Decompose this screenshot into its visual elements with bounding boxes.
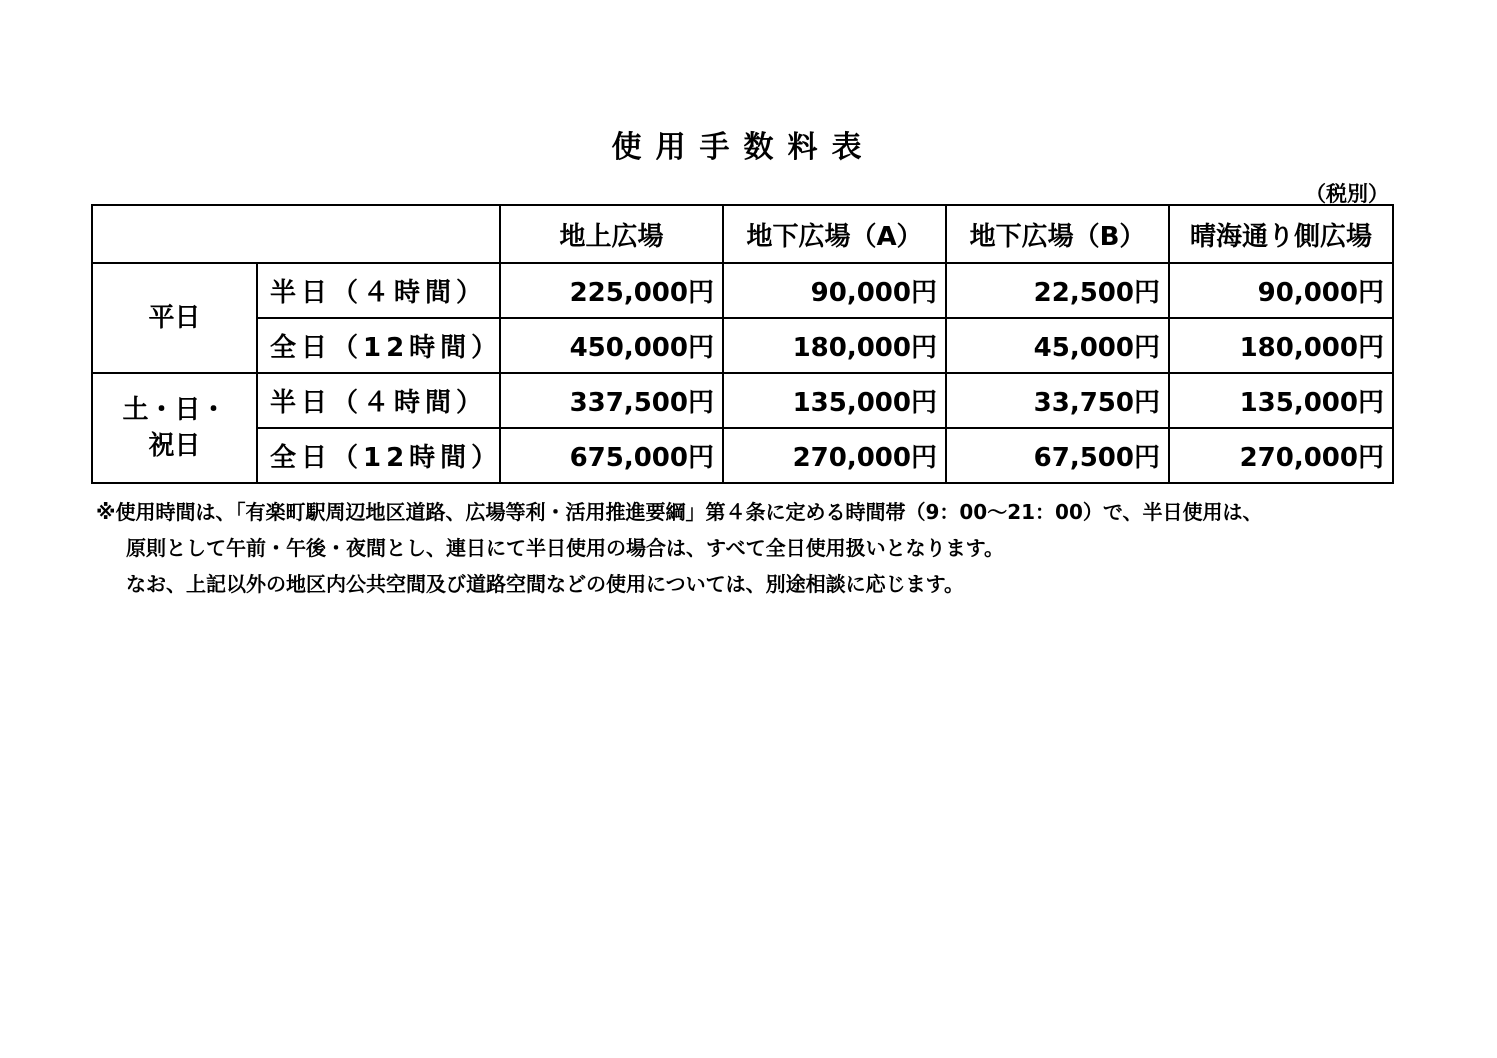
note-line: なお、上記以外の地区内公共空間及び道路空間などの使用については、別途相談に応じます。: [126, 572, 964, 596]
price-cell: 33,750円: [946, 373, 1169, 428]
price-cell: 675,000円: [500, 428, 723, 483]
price-cell: 225,000円: [500, 263, 723, 318]
column-header-chika-a: 地下広場（A）: [723, 205, 946, 263]
price-cell: 180,000円: [1169, 318, 1393, 373]
price-cell: 45,000円: [946, 318, 1169, 373]
fee-table: [91, 204, 1394, 484]
price-cell: 90,000円: [723, 263, 946, 318]
duration-cell: 半日（４時間）: [257, 373, 500, 428]
table-row: [92, 263, 1393, 318]
price-cell: 270,000円: [723, 428, 946, 483]
row-group-label-weekday: [92, 263, 257, 373]
column-header-harumi: 晴海通り側広場: [1169, 205, 1393, 263]
duration-cell: 全日（12時間）: [257, 428, 500, 483]
note-line: 原則として午前・午後・夜間とし、連日にて半日使用の場合は、すべて全日使用扱いとなります。: [126, 536, 1004, 560]
price-cell: 90,000円: [1169, 263, 1393, 318]
header-corner-cell: [92, 205, 500, 263]
duration-cell: 全日（12時間）: [257, 318, 500, 373]
column-header-chijo: 地上広場: [500, 205, 723, 263]
group-label-line: 土・日・: [122, 395, 227, 425]
price-cell: 337,500円: [500, 373, 723, 428]
notes-block: [96, 494, 1396, 602]
page-title: 使用手数料表: [611, 130, 876, 165]
price-cell: 22,500円: [946, 263, 1169, 318]
price-cell: 270,000円: [1169, 428, 1393, 483]
price-cell: 135,000円: [723, 373, 946, 428]
price-cell: 450,000円: [500, 318, 723, 373]
group-label-line: 祝日: [148, 431, 201, 461]
row-group-label-holiday: [92, 373, 257, 483]
note-line: ※使用時間は、「有楽町駅周辺地区道路、広場等利・活用推進要綱」第４条に定める時間帯（9：00～21：00）で、半日使用は、: [96, 500, 1263, 524]
price-cell: 180,000円: [723, 318, 946, 373]
group-label-line: 平日: [148, 303, 201, 333]
table-row: [92, 428, 1393, 483]
price-cell: 135,000円: [1169, 373, 1393, 428]
table-header-row: [92, 205, 1393, 263]
duration-cell: 半日（４時間）: [257, 263, 500, 318]
price-cell: 67,500円: [946, 428, 1169, 483]
column-header-chika-b: 地下広場（B）: [946, 205, 1169, 263]
tax-note: （税別）: [1305, 182, 1389, 206]
table-row: [92, 373, 1393, 428]
table-row: [92, 318, 1393, 373]
